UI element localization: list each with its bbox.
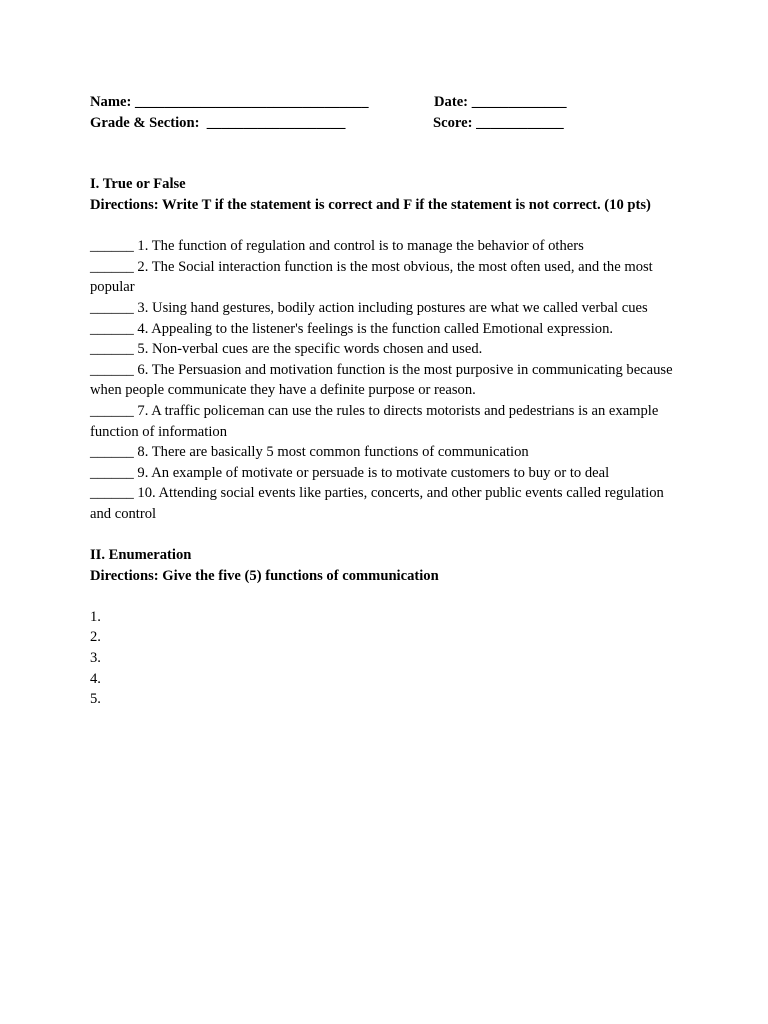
- list-item[interactable]: ______ 5. Non-verbal cues are the specific words chosen and used.: [90, 341, 483, 358]
- list-item[interactable]: ______ 7. A traffic policeman can use the rules to directs motorists and pedestrians is an example function of information: [90, 402, 659, 440]
- list-item[interactable]: ______ 10. Attending social events like parties, concerts, and other public events called regulation and control: [90, 485, 664, 522]
- enumeration-list: [90, 607, 690, 710]
- enumeration-item[interactable]: 3.: [90, 650, 101, 667]
- list-item[interactable]: ______ 2. The Social interaction function is the most obvious, the most often used, and the most popular: [90, 258, 653, 296]
- list-item[interactable]: ______ 3. Using hand gestures, bodily action including postures are what we called verbal cues: [90, 299, 648, 316]
- section-directions: Directions: Give the five (5) functions of communication: [90, 567, 439, 584]
- section-directions: Directions: Write T if the statement is correct and F if the statement is not correct. (10 pts): [90, 196, 651, 213]
- enumeration-item[interactable]: 4.: [90, 670, 101, 687]
- date-label: Date:: [434, 94, 469, 110]
- grade-section-blank[interactable]: ___________________: [206, 114, 346, 131]
- enumeration-section: [90, 545, 690, 710]
- score-blank[interactable]: ____________: [476, 114, 564, 131]
- grade-section-field[interactable]: [90, 113, 345, 134]
- enumeration-item[interactable]: 2.: [90, 629, 101, 646]
- name-label: Name:: [90, 94, 132, 110]
- list-item[interactable]: ______ 6. The Persuasion and motivation function is the most purposive in communicating because when people communicate they have a definite purpose or reason.: [90, 361, 673, 399]
- date-field[interactable]: [434, 92, 567, 113]
- enumeration-item[interactable]: 1.: [90, 608, 101, 625]
- list-item[interactable]: ______ 8. There are basically 5 most common functions of communication: [90, 444, 529, 461]
- name-field[interactable]: [90, 92, 369, 113]
- worksheet-page: [90, 92, 690, 710]
- list-item[interactable]: ______ 1. The function of regulation and control is to manage the behavior of others: [90, 238, 584, 255]
- list-item[interactable]: ______ 9. An example of motivate or persuade is to motivate customers to buy or to deal: [90, 464, 610, 481]
- enumeration-item[interactable]: 5.: [90, 691, 101, 708]
- true-false-section: [90, 174, 690, 524]
- score-field[interactable]: [433, 113, 564, 134]
- header-row-2: [90, 113, 690, 134]
- section-title: I. True or False: [90, 176, 186, 193]
- date-blank[interactable]: _____________: [471, 94, 567, 110]
- name-blank[interactable]: ________________________________: [135, 94, 369, 110]
- section-title: II. Enumeration: [90, 547, 192, 564]
- list-item[interactable]: ______ 4. Appealing to the listener's feelings is the function called Emotional expression.: [90, 320, 614, 337]
- true-false-list: [90, 236, 690, 524]
- grade-section-label: Grade & Section:: [90, 114, 200, 131]
- header-row-1: [90, 92, 690, 113]
- score-label: Score:: [433, 114, 473, 131]
